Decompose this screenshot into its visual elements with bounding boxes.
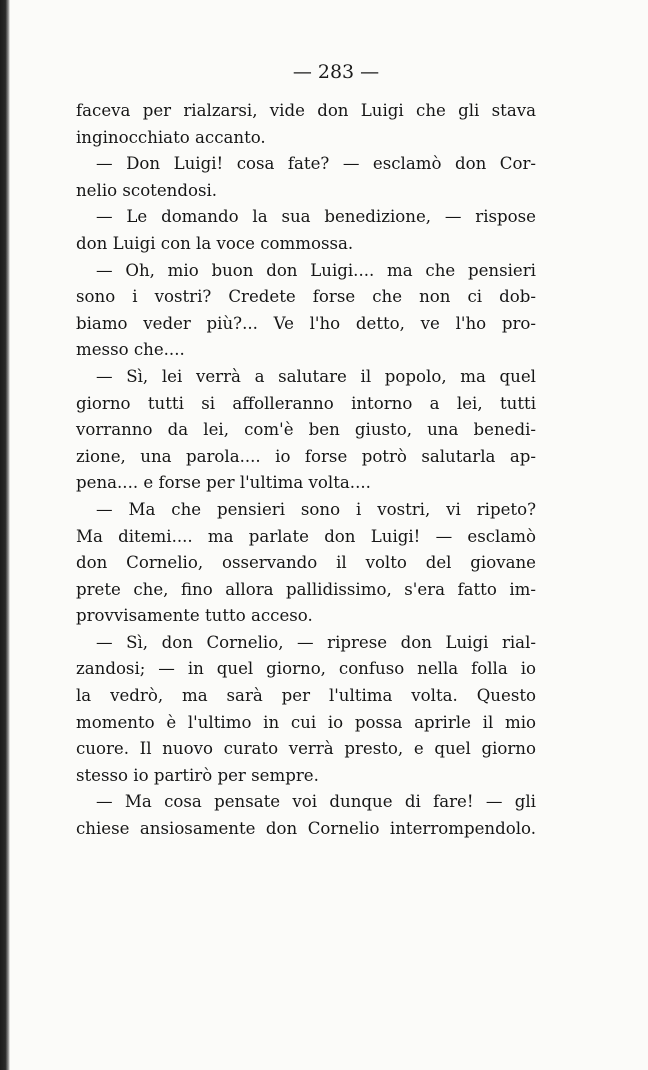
text-line: messo che.... xyxy=(76,340,185,360)
text-line: prete che, fino allora pallidissimo, s'era fatto im- xyxy=(76,579,536,599)
text-line: sono i vostri? Credete forse che non ci dob- xyxy=(76,287,536,307)
text-line: zione, una parola.... io forse potrò salutarla ap- xyxy=(76,446,536,466)
text-line: la vedrò, ma sarà per l'ultima volta. Questo xyxy=(76,686,536,706)
text-line: — Ma che pensieri sono i vostri, vi ripeto? xyxy=(96,499,536,519)
text-line: don Luigi con la voce commossa. xyxy=(76,233,354,253)
text-line: zandosi; — in quel giorno, confuso nella folla io xyxy=(76,659,536,679)
text-line: — Sì, don Cornelio, — riprese don Luigi rial- xyxy=(96,632,536,652)
text-line: giorno tutti si affolleranno intorno a lei, tutti xyxy=(76,393,536,413)
text-line: pena.... e forse per l'ultima volta.... xyxy=(76,473,371,493)
text-line: — Don Luigi! cosa fate? — esclamò don Cor- xyxy=(96,154,536,174)
text-line: biamo veder più?... Ve l'ho detto, ve l'ho pro- xyxy=(76,313,536,333)
text-line: stesso io partirò per sempre. xyxy=(76,765,319,785)
text-line: — Oh, mio buon don Luigi.... ma che pensieri xyxy=(96,260,536,280)
text-line: — Ma cosa pensate voi dunque di fare! — gli xyxy=(96,792,536,812)
text-line: — Sì, lei verrà a salutare il popolo, ma quel xyxy=(96,366,536,386)
page-number: — 283 — xyxy=(292,61,380,83)
text-line: provvisamente tutto acceso. xyxy=(76,606,313,626)
text-line: inginocchiato accanto. xyxy=(76,127,266,147)
text-line: nelio scotendosi. xyxy=(76,180,218,200)
text-line: faceva per rialzarsi, vide don Luigi che gli stava xyxy=(76,101,536,120)
text-line: Ma ditemi.... ma parlate don Luigi! — esclamò xyxy=(76,526,536,546)
text-line: cuore. Il nuovo curato verrà presto, e quel giorno xyxy=(76,739,536,759)
text-line: vorranno da lei, com'è ben giusto, una benedi- xyxy=(76,420,536,440)
text-line: don Cornelio, osservando il volto del giovane xyxy=(76,553,536,573)
text-line: chiese ansiosamente don Cornelio interrompendolo. xyxy=(76,819,536,839)
text-line: momento è l'ultimo in cui io possa aprirle il mio xyxy=(76,712,536,732)
text-line: — Le domando la sua benedizione, — rispose xyxy=(96,207,536,227)
book-spine-shadow xyxy=(0,0,10,1070)
body-text xyxy=(76,98,536,843)
